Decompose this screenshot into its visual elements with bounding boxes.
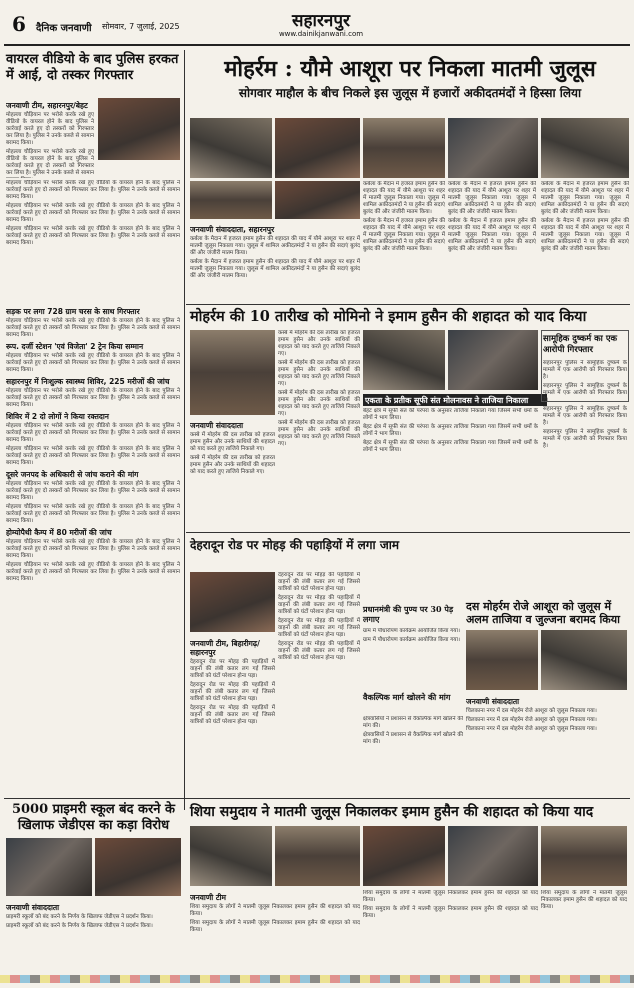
story-2-body bbox=[363, 408, 538, 528]
story-3-body-a bbox=[190, 636, 275, 796]
rule-h3 bbox=[4, 798, 630, 799]
page-number: 6 bbox=[12, 12, 26, 36]
story-2-text-2: बेहट क्षेत्र में सूफी संत की परंपरा के अनुसार ताजिया निकाला गया जिसमें सभी धर्मों के लोगों ने भाग लिया। bbox=[363, 424, 538, 437]
left-top-text-4: मोहल्ला चौड़ियान पर भरोसे करके रखे हुए वीडियो के वायरल होने के बाद पुलिस ने कार्रवाई करते हुए दो तस्करों को गिरफ्तार कर लिया है। पुलिस ने उनके कब्जे से सामान बरामद किया। bbox=[6, 203, 180, 223]
main-photo-6 bbox=[190, 181, 272, 219]
brief-1-headline: सड़क पर लगा 728 ग्राम चरस के साथ गिरफ्तार bbox=[6, 307, 140, 316]
story-3-text-6: देहरादून रोड पर मोहड़ की पहाड़ियों में वाहनों की लंबी कतार लग गई जिससे यात्रियों को घंटों परेशान होना पड़ा। bbox=[278, 618, 360, 638]
story-8-headline: 5000 प्राइमरी स्कूल बंद करने के खिलाफ जेडीएस का कड़ा विरोध bbox=[11, 802, 176, 833]
brief-5-headline: दूसरे जनपद के अधिकारी से जांच कराने की मांग bbox=[6, 470, 139, 479]
masthead bbox=[4, 4, 630, 46]
story-3-text-4: देहरादून रोड पर मोहड़ की पहाड़ियों में वाहनों की लंबी कतार लग गई जिससे यात्रियों को घंटों परेशान होना पड़ा। bbox=[278, 572, 360, 592]
story-7-byline: जनवाणी संवाददाता bbox=[466, 697, 520, 706]
story-9-photo-5 bbox=[541, 826, 627, 886]
left-top-photo bbox=[98, 98, 180, 160]
main-text-5: कर्बला के मैदान में हजरत इमाम हुसैन की शहादत की याद में यौमे आशूरा पर शहर में मातमी जुलूस निकाला गया। जुलूस में शामिल अकीदतमंदों ने या हुसैन की सदाएं बुलंद कीं और जंजीरी मातम किया। bbox=[448, 181, 536, 215]
story-9-photo-2 bbox=[275, 826, 360, 886]
brief-4-text-2: मोहल्ला चौड़ियान पर भरोसे करके रखे हुए वीडियो के वायरल होने के बाद पुलिस ने कार्रवाई करते हुए दो तस्करों को गिरफ्तार कर लिया है। पुलिस ने उनके कब्जे से सामान बरामद किया। bbox=[6, 446, 180, 466]
site-url: www.dainikjanwani.com bbox=[278, 30, 364, 38]
briefs-column bbox=[6, 304, 180, 794]
main-body-col2 bbox=[363, 181, 445, 301]
main-photo-2 bbox=[275, 118, 360, 178]
main-text-2: कर्बला के मैदान में हजरत इमाम हुसैन की शहादत की याद में यौमे आशूरा पर शहर में मातमी जुलूस निकाला गया। जुलूस में शामिल अकीदतमंदों ने या हुसैन की सदाएं बुलंद कीं और जंजीरी मातम किया। bbox=[190, 259, 360, 279]
story-1-text-3: कस्बे में मोहर्रम की दस तारीख को हजरत इमाम हुसैन और उनके साथियों की शहादत को याद करते हुए ताजिये निकाले गए। bbox=[278, 330, 360, 357]
rule-h1 bbox=[186, 304, 630, 305]
story-6-text-3: सहारनपुर पुलिस ने सामूहिक दुष्कर्म के मामले में एक आरोपी को गिरफ्तार किया है। bbox=[543, 406, 627, 426]
main-photo-4 bbox=[448, 118, 538, 178]
story-9-photo-4 bbox=[448, 826, 538, 886]
left-top-body-cont bbox=[6, 180, 180, 300]
main-text-7: कर्बला के मैदान में हजरत इमाम हुसैन की शहादत की याद में यौमे आशूरा पर शहर में मातमी जुलूस निकाला गया। जुलूस में शामिल अकीदतमंदों ने या हुसैन की सदाएं बुलंद कीं और जंजीरी मातम किया। bbox=[541, 181, 629, 215]
main-text-1: कर्बला के मैदान में हजरत इमाम हुसैन की शहादत की याद में यौमे आशूरा पर शहर में मातमी जुलूस निकाला गया। जुलूस में शामिल अकीदतमंदों ने या हुसैन की सदाएं बुलंद कीं और जंजीरी मातम किया। bbox=[190, 236, 360, 256]
story-1-text-5: कस्बे में मोहर्रम की दस तारीख को हजरत इमाम हुसैन और उनके साथियों की शहादत को याद करते हुए ताजिये निकाले गए। bbox=[278, 390, 360, 417]
main-photo-7 bbox=[275, 181, 360, 219]
story-8-body bbox=[6, 900, 181, 972]
story-4-text: ग्राम में पौधारोपण कार्यक्रम आयोजित किया गया। bbox=[363, 628, 461, 634]
story-9-text-2: शिया समुदाय के लोगों ने मातमी जुलूस निकालकर इमाम हुसैन की शहादत को याद किया। bbox=[190, 920, 360, 933]
story-9-body-c bbox=[541, 890, 627, 974]
main-text-8: कर्बला के मैदान में हजरत इमाम हुसैन की शहादत की याद में यौमे आशूरा पर शहर में मातमी जुलूस निकाला गया। जुलूस में शामिल अकीदतमंदों ने या हुसैन की सदाएं बुलंद कीं और जंजीरी मातम किया। bbox=[541, 218, 629, 252]
brief-5-text-2: मोहल्ला चौड़ियान पर भरोसे करके रखे हुए वीडियो के वायरल होने के बाद पुलिस ने कार्रवाई करते हुए दो तस्करों को गिरफ्तार कर लिया है। पुलिस ने उनके कब्जे से सामान बरामद किया। bbox=[6, 504, 180, 524]
story-6-text-4: सहारनपुर पुलिस ने सामूहिक दुष्कर्म के मामले में एक आरोपी को गिरफ्तार किया है। bbox=[543, 429, 627, 449]
story-7-body bbox=[466, 694, 627, 794]
column-rule bbox=[184, 50, 185, 810]
main-photo-3 bbox=[363, 118, 445, 178]
main-text-4: कर्बला के मैदान में हजरत इमाम हुसैन की शहादत की याद में यौमे आशूरा पर शहर में मातमी जुलूस निकाला गया। जुलूस में शामिल अकीदतमंदों ने या हुसैन की सदाएं बुलंद कीं और जंजीरी मातम किया। bbox=[363, 218, 445, 252]
story-1-text-6: कस्बे में मोहर्रम की दस तारीख को हजरत इमाम हुसैन और उनके साथियों की शहादत को याद करते हुए ताजिये निकाले गए। bbox=[278, 420, 360, 447]
story-9-text-5: शिया समुदाय के लोगों ने मातमी जुलूस निकालकर इमाम हुसैन की शहादत को याद किया। bbox=[541, 890, 627, 910]
story-3-text-5: देहरादून रोड पर मोहड़ की पहाड़ियों में वाहनों की लंबी कतार लग गई जिससे यात्रियों को घंटों परेशान होना पड़ा। bbox=[278, 595, 360, 615]
story-7-photo-1 bbox=[466, 630, 538, 690]
story-6-body bbox=[543, 360, 627, 570]
story-1-body-a bbox=[190, 418, 275, 528]
left-top-byline: जनवाणी टीम, सहारनपुर/बेहट bbox=[6, 101, 88, 110]
story-7-text-1: चिलकाना नगर में दस मोहर्रम रोजे आशूरा को जुलूस निकाला गया। bbox=[466, 708, 597, 714]
main-byline: जनवाणी संवाददाता, सहारनपुर bbox=[190, 225, 275, 234]
story-2-text-3: बेहट क्षेत्र में सूफी संत की परंपरा के अनुसार ताजिया निकाला गया जिसमें सभी धर्मों के लोगों ने भाग लिया। bbox=[363, 440, 538, 453]
story-1-text-2: कस्बे में मोहर्रम की दस तारीख को हजरत इमाम हुसैन और उनके साथियों की शहादत को याद करते हुए ताजिये निकाले गए। bbox=[190, 455, 275, 475]
brief-2-headline: रूप. दर्जी स्टेशन 'एवं विजेता' 2 ट्रेन किया सम्मान bbox=[6, 342, 144, 351]
story-3-body-b bbox=[278, 572, 360, 794]
print-color-strip bbox=[0, 975, 634, 983]
story-1-photo-2 bbox=[363, 330, 445, 390]
story-3-headline: देहरादून रोड पर मोहड़ की पहाड़ियों में लगा जाम bbox=[190, 538, 400, 552]
story-6-text-2: सहारनपुर पुलिस ने सामूहिक दुष्कर्म के मामले में एक आरोपी को गिरफ्तार किया है। bbox=[543, 383, 627, 403]
story-9-photo-1 bbox=[190, 826, 272, 886]
main-photo-5 bbox=[541, 118, 629, 178]
story-2-text-1: बेहट क्षेत्र में सूफी संत की परंपरा के अनुसार ताजिया निकाला गया जिसमें सभी धर्मों के लोगों ने भाग लिया। bbox=[363, 408, 538, 421]
main-photo-1 bbox=[190, 118, 272, 178]
story-1-photo bbox=[190, 330, 275, 415]
main-body-col3 bbox=[448, 181, 536, 301]
paper-name: दैनिक जनवाणी bbox=[36, 23, 92, 34]
city-title: सहारनपुर bbox=[292, 11, 350, 31]
story-9-headline: शिया समुदाय ने मातमी जुलूस निकालकर इमाम हुसैन की शहादत को किया याद bbox=[190, 804, 594, 820]
story-7-text-3: चिलकाना नगर में दस मोहर्रम रोजे आशूरा को जुलूस निकाला गया। bbox=[466, 726, 597, 732]
main-text-6: कर्बला के मैदान में हजरत इमाम हुसैन की शहादत की याद में यौमे आशूरा पर शहर में मातमी जुलूस निकाला गया। जुलूस में शामिल अकीदतमंदों ने या हुसैन की सदाएं बुलंद कीं और जंजीरी मातम किया। bbox=[448, 218, 536, 252]
story-1-body-b bbox=[278, 330, 360, 530]
story-5-text-2: क्षेत्रवासियों ने प्रशासन से वैकल्पिक मार्ग खोलने की मांग की। bbox=[363, 732, 463, 745]
story-9-text-3: शिया समुदाय के लोगों ने मातमी जुलूस निकालकर इमाम हुसैन की शहादत को याद किया। bbox=[363, 890, 538, 903]
story-8-text-2: प्राइमरी स्कूलों को बंद करने के निर्णय के खिलाफ जेडीएस ने प्रदर्शन किया। bbox=[6, 923, 153, 929]
left-top-body bbox=[6, 98, 94, 178]
story-7-headline: दस मोहर्रम रोजे आशूरा को जुलूस में अलम ताजिया व जुल्जना बरामद किया bbox=[466, 600, 620, 626]
story-4-text-2: ग्राम में पौधारोपण कार्यक्रम आयोजित किया गया। bbox=[363, 637, 461, 643]
left-top-text: मोहल्ला चौड़ियान पर भरोसे करके रखे हुए वीडियो के वायरल होने के बाद पुलिस ने कार्रवाई करते हुए दो तस्करों को गिरफ्तार कर लिया है। पुलिस ने उनके कब्जे से सामान बरामद किया। bbox=[6, 112, 94, 146]
story-3-text-1: देहरादून रोड पर मोहड़ की पहाड़ियों में वाहनों की लंबी कतार लग गई जिससे यात्रियों को घंटों परेशान होना पड़ा। bbox=[190, 659, 275, 679]
brief-3-text: मोहल्ला चौड़ियान पर भरोसे करके रखे हुए वीडियो के वायरल होने के बाद पुलिस ने कार्रवाई करते हुए दो तस्करों को गिरफ्तार कर लिया है। पुलिस ने उनके कब्जे से सामान बरामद किया। bbox=[6, 388, 180, 408]
story-5-text: क्षेत्रवासियों ने प्रशासन से वैकल्पिक मार्ग खोलने की मांग की। bbox=[363, 716, 463, 729]
story-6-headline: सामूहिक दुष्कर्म का एक आरोपी गिरफ्तार bbox=[543, 334, 618, 355]
story-8-text-1: प्राइमरी स्कूलों को बंद करने के निर्णय के खिलाफ जेडीएस ने प्रदर्शन किया। bbox=[6, 914, 153, 920]
brief-6-text: मोहल्ला चौड़ियान पर भरोसे करके रखे हुए वीडियो के वायरल होने के बाद पुलिस ने कार्रवाई करते हुए दो तस्करों को गिरफ्तार कर लिया है। पुलिस ने उनके कब्जे से सामान बरामद किया। bbox=[6, 539, 180, 559]
story-3-photo bbox=[190, 572, 275, 632]
story-2-headline: एकता के प्रतीक सूफी संत मोलनावस ने ताजिया निकाला bbox=[363, 394, 547, 406]
brief-5-text: मोहल्ला चौड़ियान पर भरोसे करके रखे हुए वीडियो के वायरल होने के बाद पुलिस ने कार्रवाई करते हुए दो तस्करों को गिरफ्तार कर लिया है। पुलिस ने उनके कब्जे से सामान बरामद किया। bbox=[6, 481, 180, 501]
story-3-text-3: देहरादून रोड पर मोहड़ की पहाड़ियों में वाहनों की लंबी कतार लग गई जिससे यात्रियों को घंटों परेशान होना पड़ा। bbox=[190, 705, 275, 725]
main-subhead: सोगवार माहौल के बीच निकले इस जुलूस में हजारों अकीदतमंदों ने हिस्सा लिया bbox=[238, 86, 582, 100]
story-3-byline: जनवाणी टीम, बिहारीगढ़/सहारनपुर bbox=[190, 639, 260, 657]
brief-4-text: मोहल्ला चौड़ियान पर भरोसे करके रखे हुए वीडियो के वायरल होने के बाद पुलिस ने कार्रवाई करते हुए दो तस्करों को गिरफ्तार कर लिया है। पुलिस ने उनके कब्जे से सामान बरामद किया। bbox=[6, 423, 180, 443]
story-1-text-4: कस्बे में मोहर्रम की दस तारीख को हजरत इमाम हुसैन और उनके साथियों की शहादत को याद करते हुए ताजिये निकाले गए। bbox=[278, 360, 360, 387]
brief-1-text: मोहल्ला चौड़ियान पर भरोसे करके रखे हुए वीडियो के वायरल होने के बाद पुलिस ने कार्रवाई करते हुए दो तस्करों को गिरफ्तार कर लिया है। पुलिस ने उनके कब्जे से सामान बरामद किया। bbox=[6, 318, 180, 338]
issue-date: सोमवार, 7 जुलाई, 2025 bbox=[102, 22, 180, 31]
left-top-text-5: मोहल्ला चौड़ियान पर भरोसे करके रखे हुए वीडियो के वायरल होने के बाद पुलिस ने कार्रवाई करते हुए दो तस्करों को गिरफ्तार कर लिया है। पुलिस ने उनके कब्जे से सामान बरामद किया। bbox=[6, 226, 180, 246]
left-top-text-3: मोहल्ला चौड़ियान पर भरोसे करके रखे हुए वीडियो के वायरल होने के बाद पुलिस ने कार्रवाई करते हुए दो तस्करों को गिरफ्तार कर लिया है। पुलिस ने उनके कब्जे से सामान बरामद किया। bbox=[6, 180, 180, 200]
brief-6-headline: होम्योपैथी कैम्प में 80 मरीजों की जांच bbox=[6, 528, 112, 537]
story-1-byline: जनवाणी संवाददाता bbox=[190, 421, 244, 430]
story-4-body bbox=[363, 628, 463, 688]
brief-3-headline: सहारनपुर में निःशुल्क स्वास्थ्य शिविर, 225 मरीजों की जांच bbox=[6, 377, 170, 386]
story-9-byline: जनवाणी टीम bbox=[190, 893, 227, 902]
story-9-text-1: शिया समुदाय के लोगों ने मातमी जुलूस निकालकर इमाम हुसैन की शहादत को याद किया। bbox=[190, 904, 360, 917]
main-body-col4 bbox=[541, 181, 629, 301]
story-4-headline: प्रधानमंत्री की पुण्य पर 30 पेड़ लगाए bbox=[363, 604, 454, 624]
story-5-headline: वैकल्पिक मार्ग खोलने की मांग bbox=[363, 692, 451, 702]
story-9-body-a bbox=[190, 890, 360, 974]
story-9-photo-3 bbox=[363, 826, 445, 886]
story-1-headline: मोहर्रम की 10 तारीख को मोमिनो ने इमाम हुसैन की शहादत को याद किया bbox=[190, 308, 587, 325]
brief-2-text: मोहल्ला चौड़ियान पर भरोसे करके रखे हुए वीडियो के वायरल होने के बाद पुलिस ने कार्रवाई करते हुए दो तस्करों को गिरफ्तार कर लिया है। पुलिस ने उनके कब्जे से सामान बरामद किया। bbox=[6, 353, 180, 373]
main-headline: मोहर्रम : यौमे आशूरा पर निकला मातमी जुलूस bbox=[224, 56, 596, 82]
story-9-body-b bbox=[363, 890, 538, 974]
story-9-text-4: शिया समुदाय के लोगों ने मातमी जुलूस निकालकर इमाम हुसैन की शहादत को याद किया। bbox=[363, 906, 538, 919]
story-1-text-1: कस्बे में मोहर्रम की दस तारीख को हजरत इमाम हुसैन और उनके साथियों की शहादत को याद करते हुए ताजिये निकाले गए। bbox=[190, 432, 275, 452]
rule-h2 bbox=[186, 532, 630, 533]
left-top-text-2: मोहल्ला चौड़ियान पर भरोसे करके रखे हुए वीडियो के वायरल होने के बाद पुलिस ने कार्रवाई करते हुए दो तस्करों को गिरफ्तार कर लिया है। पुलिस ने उनके कब्जे से सामान bbox=[6, 149, 94, 176]
story-7-photo-2 bbox=[541, 630, 627, 690]
story-3-text-7: देहरादून रोड पर मोहड़ की पहाड़ियों में वाहनों की लंबी कतार लग गई जिससे यात्रियों को घंटों परेशान होना पड़ा। bbox=[278, 641, 360, 661]
main-body-col1 bbox=[190, 222, 360, 302]
left-top-headline: वायरल वीडियो के बाद पुलिस हरकत में आई, दो तस्कर गिरफ्तार bbox=[6, 52, 179, 83]
story-8-photo-2 bbox=[95, 838, 181, 896]
story-6-text-1: सहारनपुर पुलिस ने सामूहिक दुष्कर्म के मामले में एक आरोपी को गिरफ्तार किया है। bbox=[543, 360, 627, 380]
story-3-text-2: देहरादून रोड पर मोहड़ की पहाड़ियों में वाहनों की लंबी कतार लग गई जिससे यात्रियों को घंटों परेशान होना पड़ा। bbox=[190, 682, 275, 702]
brief-4-headline: शिविर में 2 दो लोगों ने किया रक्तदान bbox=[6, 412, 109, 421]
story-1-photo-3 bbox=[448, 330, 538, 390]
story-7-text-2: चिलकाना नगर में दस मोहर्रम रोजे आशूरा को जुलूस निकाला गया। bbox=[466, 717, 597, 723]
brief-6-text-2: मोहल्ला चौड़ियान पर भरोसे करके रखे हुए वीडियो के वायरल होने के बाद पुलिस ने कार्रवाई करते हुए दो तस्करों को गिरफ्तार कर लिया है। पुलिस ने उनके कब्जे से सामान बरामद किया। bbox=[6, 562, 180, 582]
story-8-byline: जनवाणी संवाददाता bbox=[6, 903, 60, 912]
story-5-body bbox=[363, 716, 463, 796]
story-8-photo-1 bbox=[6, 838, 92, 896]
main-text-3: कर्बला के मैदान में हजरत इमाम हुसैन की शहादत की याद में यौमे आशूरा पर शहर में मातमी जुलूस निकाला गया। जुलूस में शामिल अकीदतमंदों ने या हुसैन की सदाएं बुलंद कीं और जंजीरी मातम किया। bbox=[363, 181, 445, 215]
